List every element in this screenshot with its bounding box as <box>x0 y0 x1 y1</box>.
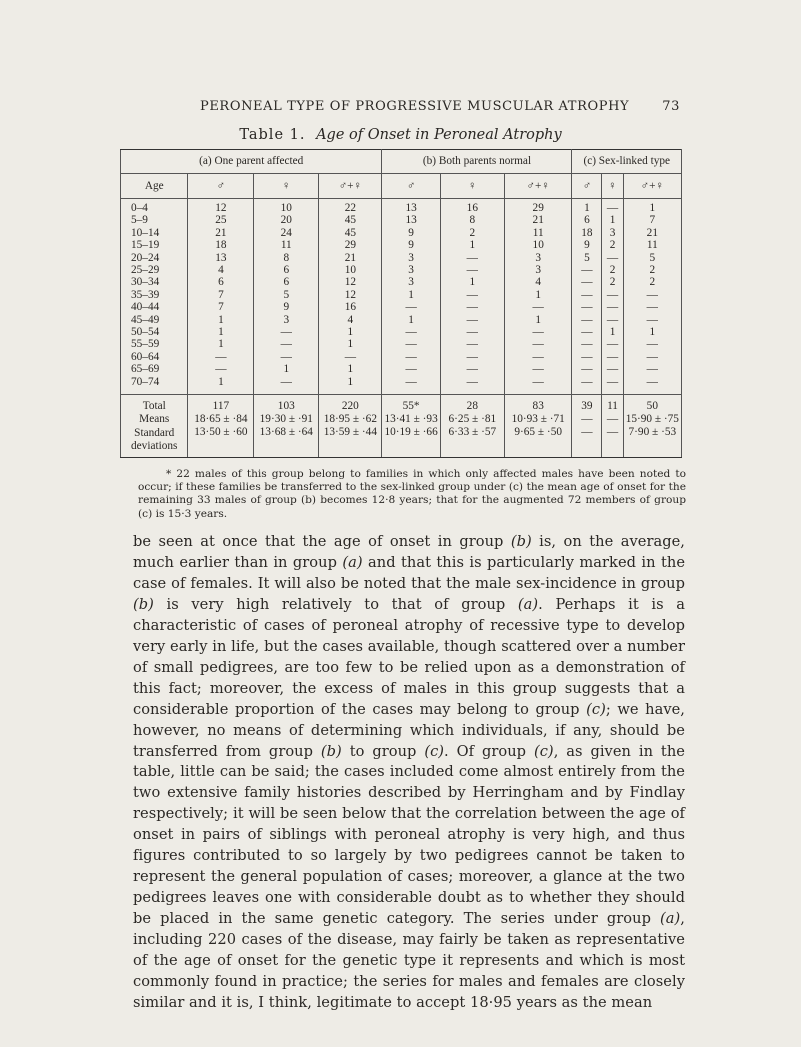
age-of-onset-table <box>120 149 682 458</box>
page-number: 73 <box>662 99 680 114</box>
count-cell: 11 <box>623 239 681 251</box>
count-cell: 1 <box>504 289 572 301</box>
count-cell: — <box>602 314 623 326</box>
count-cell: 18 <box>572 227 602 239</box>
count-cell: 5 <box>254 289 319 301</box>
count-cell: 6 <box>254 264 319 276</box>
count-cell: — <box>254 351 319 363</box>
count-cell: 2 <box>602 276 623 288</box>
count-cell: — <box>188 351 254 363</box>
count-cell: 29 <box>319 239 382 251</box>
count-cell: 10 <box>319 264 382 276</box>
count-cell: 1 <box>188 376 254 395</box>
table-row <box>121 363 682 375</box>
count-cell: — <box>254 326 319 338</box>
sd-cell: 7·90 ± ·53 <box>623 426 681 458</box>
age-range-cell: 45–49 <box>121 314 188 326</box>
column-header: ♂+♀ <box>623 174 681 199</box>
sd-row <box>121 426 682 458</box>
sd-cell: — <box>572 426 602 458</box>
age-range-cell: 40–44 <box>121 301 188 313</box>
age-range-cell: 25–29 <box>121 264 188 276</box>
count-cell: 45 <box>319 227 382 239</box>
count-cell: 12 <box>319 289 382 301</box>
count-cell: — <box>440 363 504 375</box>
count-cell: 9 <box>382 239 440 251</box>
column-header: ♂ <box>188 174 254 199</box>
count-cell: — <box>602 338 623 350</box>
total-cell: 83 <box>504 395 572 414</box>
body-text-span: ; we have, however, no means of determining which individuals, if any, should be transferred from group <box>133 700 685 760</box>
column-header: ♂ <box>572 174 602 199</box>
count-cell: 6 <box>572 214 602 226</box>
count-cell: 16 <box>319 301 382 313</box>
count-cell: 1 <box>188 314 254 326</box>
count-cell: 21 <box>188 227 254 239</box>
sd-label <box>121 426 188 458</box>
table-row <box>121 239 682 251</box>
column-header-row <box>121 174 682 199</box>
count-cell: 11 <box>254 239 319 251</box>
sd-cell: 13·59 ± ·44 <box>319 426 382 458</box>
count-cell: — <box>440 326 504 338</box>
count-cell: — <box>440 301 504 313</box>
count-cell: — <box>382 363 440 375</box>
total-cell: 39 <box>572 395 602 414</box>
count-cell: — <box>623 301 681 313</box>
group-ref: (b) <box>320 742 342 760</box>
age-range-cell: 5–9 <box>121 214 188 226</box>
count-cell: 1 <box>319 363 382 375</box>
group-ref: (b) <box>133 595 154 613</box>
age-range-cell: 60–64 <box>121 351 188 363</box>
count-cell: — <box>572 363 602 375</box>
count-cell: — <box>440 376 504 395</box>
means-label: Means <box>121 413 188 425</box>
total-cell: 50 <box>623 395 681 414</box>
count-cell: 7 <box>188 301 254 313</box>
age-range-cell: 10–14 <box>121 227 188 239</box>
count-cell: 1 <box>188 326 254 338</box>
count-cell: 3 <box>382 252 440 264</box>
group-ref: (c) <box>533 742 554 760</box>
count-cell: — <box>504 338 572 350</box>
total-label: Total <box>121 395 188 414</box>
running-head-title: PERONEAL TYPE OF PROGRESSIVE MUSCULAR ATROPHY <box>200 99 630 114</box>
means-cell: 19·30 ± ·91 <box>254 413 319 425</box>
group-header-a: (a) One parent affected <box>121 150 382 174</box>
table-row <box>121 351 682 363</box>
total-cell: 28 <box>440 395 504 414</box>
count-cell: 7 <box>623 214 681 226</box>
count-cell: 21 <box>623 227 681 239</box>
count-cell: 2 <box>623 264 681 276</box>
count-cell: 16 <box>440 199 504 215</box>
group-header-c: (c) Sex-linked type <box>572 150 682 174</box>
age-range-cell: 65–69 <box>121 363 188 375</box>
group-ref: (a) <box>342 553 363 571</box>
sd-cell: 6·33 ± ·57 <box>440 426 504 458</box>
group-ref: (a) <box>517 595 539 613</box>
count-cell: 1 <box>382 314 440 326</box>
count-cell: — <box>382 376 440 395</box>
count-cell: 12 <box>319 276 382 288</box>
table-row <box>121 276 682 288</box>
age-range-cell: 35–39 <box>121 289 188 301</box>
count-cell: — <box>602 199 623 215</box>
age-range-cell: 50–54 <box>121 326 188 338</box>
count-cell: 21 <box>504 214 572 226</box>
count-cell: 10 <box>504 239 572 251</box>
means-cell: 10·93 ± ·71 <box>504 413 572 425</box>
count-cell: — <box>440 338 504 350</box>
table-caption-label: Table 1. <box>239 127 306 143</box>
means-cell: — <box>572 413 602 425</box>
count-cell: 1 <box>319 326 382 338</box>
means-row <box>121 413 682 425</box>
table-row <box>121 314 682 326</box>
count-cell: — <box>440 252 504 264</box>
column-header: ♂+♀ <box>504 174 572 199</box>
count-cell: — <box>572 289 602 301</box>
count-cell: 24 <box>254 227 319 239</box>
count-cell: 2 <box>440 227 504 239</box>
count-cell: 5 <box>623 252 681 264</box>
count-cell: 18 <box>188 239 254 251</box>
body-text-span: , including 220 cases of the disease, may fairly be taken as representative of the age of onset for the genetic type it represents and which is most commonly found in practice; the series for males and females are closely similar and it is, I think, legitimate to accept 18·95 years as the mean <box>133 910 685 1011</box>
table-row <box>121 252 682 264</box>
table-row <box>121 199 682 215</box>
count-cell: 12 <box>188 199 254 215</box>
group-ref: (c) <box>586 700 606 718</box>
sd-cell: 10·19 ± ·66 <box>382 426 440 458</box>
sd-label-line2: deviations <box>131 439 178 452</box>
count-cell: — <box>382 326 440 338</box>
sd-cell: — <box>602 426 623 458</box>
count-cell: — <box>572 276 602 288</box>
count-cell: — <box>623 314 681 326</box>
count-cell: 20 <box>254 214 319 226</box>
means-cell: 18·95 ± ·62 <box>319 413 382 425</box>
count-cell: — <box>254 376 319 395</box>
body-text-span: and that this is particularly marked in the case of females. It will also be noted that the male sex-incidence in group <box>133 553 685 592</box>
count-cell: — <box>572 314 602 326</box>
count-cell: 9 <box>572 239 602 251</box>
column-header: ♂ <box>382 174 440 199</box>
column-header: ♀ <box>440 174 504 199</box>
count-cell: 6 <box>254 276 319 288</box>
count-cell: — <box>572 264 602 276</box>
count-cell: 1 <box>319 338 382 350</box>
count-cell: 6 <box>188 276 254 288</box>
count-cell: — <box>602 301 623 313</box>
column-header: ♀ <box>254 174 319 199</box>
count-cell: — <box>623 376 681 395</box>
count-cell: 2 <box>623 276 681 288</box>
table-caption <box>0 127 801 143</box>
count-cell: 13 <box>382 214 440 226</box>
total-row <box>121 395 682 414</box>
count-cell: — <box>602 351 623 363</box>
body-text-span: is, on the average, much earlier than in group <box>133 533 685 571</box>
table-row <box>121 214 682 226</box>
count-cell: — <box>504 326 572 338</box>
count-cell: — <box>382 351 440 363</box>
table-row <box>121 264 682 276</box>
count-cell: 10 <box>254 199 319 215</box>
count-cell: 1 <box>188 338 254 350</box>
count-cell: 2 <box>602 264 623 276</box>
count-cell: — <box>382 301 440 313</box>
group-ref: (a) <box>660 910 681 928</box>
total-cell: 55* <box>382 395 440 414</box>
body-text-span: . Perhaps it is a characteristic of cases of peroneal atrophy of recessive type to develop very early in life, but the cases available, though scattered over a number of small pedigrees, are too few to be relied upon as a demonstration of this fact; moreover, the excess of males in this group suggests that a considerable proportion of the cases may belong to group <box>133 595 685 718</box>
count-cell: — <box>440 314 504 326</box>
table-row <box>121 301 682 313</box>
means-cell: 13·41 ± ·93 <box>382 413 440 425</box>
count-cell: — <box>602 252 623 264</box>
table-row <box>121 376 682 395</box>
body-text-span: is very high relatively to that of group <box>153 595 518 613</box>
count-cell: 25 <box>188 214 254 226</box>
count-cell: — <box>382 338 440 350</box>
count-cell: 1 <box>440 239 504 251</box>
count-cell: — <box>623 363 681 375</box>
count-cell: — <box>623 351 681 363</box>
count-cell: 13 <box>188 252 254 264</box>
count-cell: 4 <box>319 314 382 326</box>
count-cell: 9 <box>382 227 440 239</box>
count-cell: — <box>572 326 602 338</box>
age-range-cell: 15–19 <box>121 239 188 251</box>
body-text-span: . Of group <box>444 742 534 760</box>
age-range-cell: 70–74 <box>121 376 188 395</box>
age-range-cell: 55–59 <box>121 338 188 350</box>
count-cell: — <box>188 363 254 375</box>
count-cell: 45 <box>319 214 382 226</box>
body-text-span: be seen at once that the age of onset in group <box>133 533 511 550</box>
column-header: ♀ <box>602 174 623 199</box>
count-cell: 1 <box>572 199 602 215</box>
group-header-row <box>121 150 682 174</box>
count-cell: 4 <box>188 264 254 276</box>
total-cell: 117 <box>188 395 254 414</box>
table-row <box>121 289 682 301</box>
count-cell: 2 <box>602 239 623 251</box>
table-row <box>121 338 682 350</box>
count-cell: — <box>623 289 681 301</box>
count-cell: 3 <box>504 252 572 264</box>
group-ref: (b) <box>510 533 532 550</box>
count-cell: 21 <box>319 252 382 264</box>
count-cell: 8 <box>254 252 319 264</box>
count-cell: 4 <box>504 276 572 288</box>
count-cell: — <box>504 376 572 395</box>
count-cell: — <box>602 289 623 301</box>
table-caption-title: Age of Onset in Peroneal Atrophy <box>316 127 562 143</box>
table-body <box>121 150 682 458</box>
means-cell: 15·90 ± ·75 <box>623 413 681 425</box>
total-cell: 220 <box>319 395 382 414</box>
body-text-span: to group <box>341 742 425 760</box>
count-cell: — <box>504 351 572 363</box>
table-footnote: * 22 males of this group belong to families in which only affected males have been noted to occur; if these families be transferred to the sex-linked group under (c) the mean age of onset for the remaining 33 males of group (b) becomes 12·8 years; that for the augmented 72 members of group (c) is 15·3 years. <box>138 468 686 520</box>
count-cell: 1 <box>623 326 681 338</box>
group-header-b: (b) Both parents normal <box>382 150 572 174</box>
count-cell: 1 <box>440 276 504 288</box>
sd-cell: 13·68 ± ·64 <box>254 426 319 458</box>
count-cell: 13 <box>382 199 440 215</box>
total-cell: 103 <box>254 395 319 414</box>
count-cell: 9 <box>254 301 319 313</box>
count-cell: 3 <box>382 264 440 276</box>
count-cell: 22 <box>319 199 382 215</box>
sd-cell: 9·65 ± ·50 <box>504 426 572 458</box>
count-cell: 3 <box>504 264 572 276</box>
count-cell: 1 <box>319 376 382 395</box>
count-cell: 1 <box>602 214 623 226</box>
count-cell: — <box>440 289 504 301</box>
count-cell: — <box>572 338 602 350</box>
count-cell: 29 <box>504 199 572 215</box>
age-range-cell: 0–4 <box>121 199 188 215</box>
sd-label-line1: Standard <box>134 426 175 439</box>
column-header: Age <box>121 174 188 199</box>
count-cell: — <box>602 363 623 375</box>
group-ref: (c) <box>424 742 445 760</box>
means-cell: 6·25 ± ·81 <box>440 413 504 425</box>
age-range-cell: 30–34 <box>121 276 188 288</box>
count-cell: — <box>254 338 319 350</box>
count-cell: — <box>504 301 572 313</box>
body-text-span: , as given in the table, little can be said; the cases included come almost entirely from the two extensive family histories described by Herringham and by Findlay respectively; it will be seen below that the correlation between the age of onset in pairs of siblings with peroneal atrophy is very high, and thus figures contributed to so largely by two pedigrees cannot be taken to represent the general population of cases; moreover, a glance at the two pedigrees leaves one with considerable doubt as to whether they should be placed in the same genetic category. The series under group <box>133 742 685 928</box>
count-cell: 7 <box>188 289 254 301</box>
count-cell: 1 <box>382 289 440 301</box>
count-cell: 1 <box>602 326 623 338</box>
body-paragraph <box>133 532 685 1014</box>
count-cell: 5 <box>572 252 602 264</box>
count-cell: — <box>572 376 602 395</box>
count-cell: 3 <box>254 314 319 326</box>
count-cell: — <box>572 301 602 313</box>
table-row <box>121 326 682 338</box>
count-cell: — <box>623 338 681 350</box>
table-row <box>121 227 682 239</box>
means-cell: — <box>602 413 623 425</box>
count-cell: — <box>572 351 602 363</box>
column-header: ♂+♀ <box>319 174 382 199</box>
count-cell: 11 <box>504 227 572 239</box>
count-cell: — <box>602 376 623 395</box>
count-cell: 8 <box>440 214 504 226</box>
count-cell: 1 <box>504 314 572 326</box>
count-cell: — <box>319 351 382 363</box>
sd-cell: 13·50 ± ·60 <box>188 426 254 458</box>
count-cell: 3 <box>382 276 440 288</box>
total-cell: 11 <box>602 395 623 414</box>
count-cell: — <box>504 363 572 375</box>
means-cell: 18·65 ± ·84 <box>188 413 254 425</box>
count-cell: 1 <box>254 363 319 375</box>
count-cell: 3 <box>602 227 623 239</box>
count-cell: — <box>440 264 504 276</box>
age-range-cell: 20–24 <box>121 252 188 264</box>
count-cell: 1 <box>623 199 681 215</box>
count-cell: — <box>440 351 504 363</box>
